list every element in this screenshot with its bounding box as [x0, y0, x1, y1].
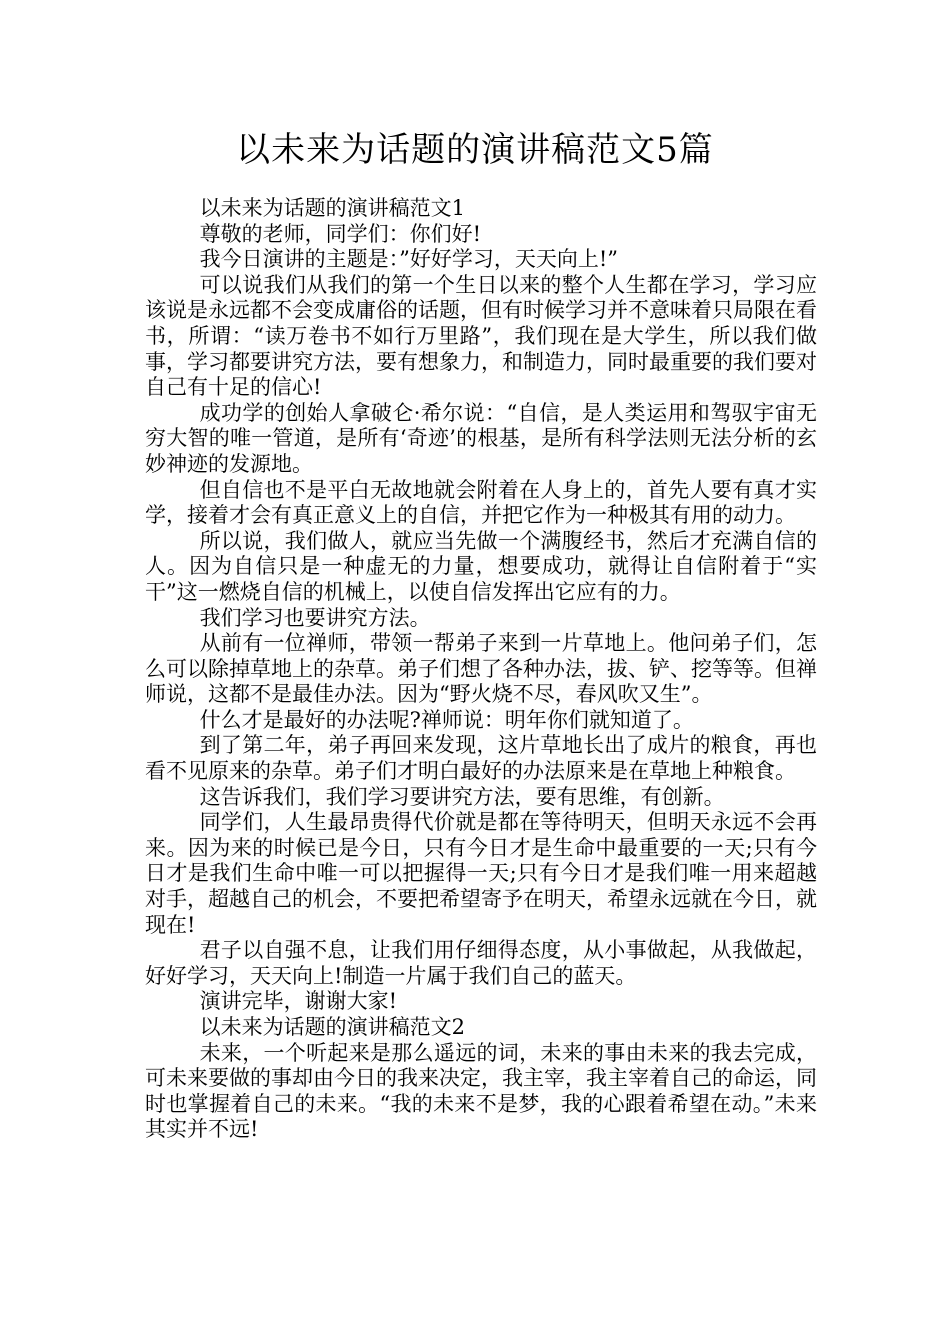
- paragraph: 我今日演讲的主题是：”好好学习，天天向上!”: [199, 247, 619, 272]
- paragraph: 所以说，我们做人，就应当先做一个满腹经书，然后才充满自信的人。因为自信只是一种虚无的力量，想要成功，就得让自信附着于“实干”这一燃烧自信的机械上，以使自信发挥出它应有的力。: [145, 528, 817, 604]
- paragraph: 未来，一个听起来是那么遥远的词，未来的事由未来的我去完成，可未来要做的事却由今日的我来决定，我主宰，我主宰着自己的命运，同时也掌握着自己的未来。“我的未来不是梦，我的心跟着希望在动。”未来其实并不远!: [145, 1040, 817, 1142]
- paragraph: 我们学习也要讲究方法。: [199, 605, 431, 630]
- paragraph: 尊敬的老师，同学们：你们好!: [199, 221, 482, 246]
- paragraph: 这告诉我们，我们学习要讲究方法，要有思维，有创新。: [199, 784, 725, 809]
- paragraph: 可以说我们从我们的第一个生日以来的整个人生都在学习，学习应该说是永远都不会变成庸俗的话题，但有时候学习并不意味着只局限在看书，所谓：“读万卷书不如行万里路”，我们现在是大学生，所以我们做事，学习都要讲究方法，要有想象力，和制造力，同时最重要的我们要对自己有十足的信心!: [145, 272, 817, 400]
- paragraph: 什么才是最好的办法呢?禅师说：明年你们就知道了。: [199, 707, 694, 732]
- paragraph: 演讲完毕，谢谢大家!: [199, 989, 398, 1014]
- paragraph: 君子以自强不息，让我们用仔细得态度，从小事做起，从我做起，好好学习，天天向上!制造一片属于我们自己的蓝天。: [145, 938, 817, 988]
- paragraph: 到了第二年，弟子再回来发现，这片草地长出了成片的粮食，再也看不见原来的杂草。弟子们才明白最好的办法原来是在草地上种粮食。: [145, 733, 817, 784]
- section-heading: 以未来为话题的演讲稿范文1: [199, 196, 465, 220]
- paragraph: 成功学的创始人拿破仑·希尔说：“自信，是人类运用和驾驭宇宙无穷大智的唯一管道，是所有‘奇迹’的根基，是所有科学法则无法分析的玄妙神迹的发源地。: [145, 400, 817, 476]
- document-title: 以未来为话题的演讲稿范文5篇: [236, 130, 714, 170]
- paragraph: 但自信也不是平白无故地就会附着在人身上的，首先人要有真才实学，接着才会有真正意义上的自信，并把它作为一种极其有用的动力。: [145, 477, 817, 528]
- document-body: [145, 196, 817, 1143]
- paragraph: 从前有一位禅师，带领一帮弟子来到一片草地上。他问弟子们，怎么可以除掉草地上的杂草。弟子们想了各种办法，拔、铲、挖等等。但禅师说，这都不是最佳办法。因为“野火烧不尽，春风吹又生”。: [145, 631, 817, 707]
- paragraph: 同学们，人生最昂贵得代价就是都在等待明天，但明天永远不会再来。因为来的时候已是今日，只有今日才是生命中最重要的一天;只有今日才是我们生命中唯一可以把握得一天;只有今日才是我们唯一用来超越对手，超越自己的机会，不要把希望寄予在明天，希望永远就在今日，就现在!: [145, 810, 817, 937]
- section-heading: 以未来为话题的演讲稿范文2: [199, 1015, 465, 1039]
